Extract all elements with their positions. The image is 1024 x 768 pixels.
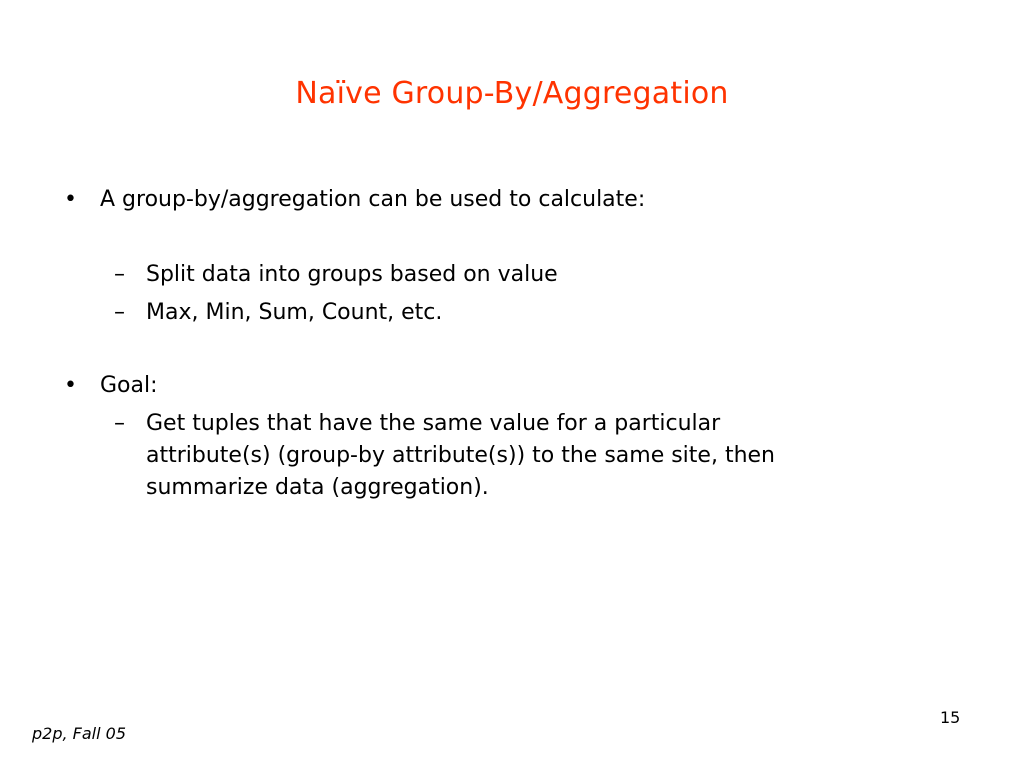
bullet-1-text: A group-by/aggregation can be used to calculate: (100, 187, 646, 212)
sub-bullet-2-1-line-2: attribute(s) (group-by attribute(s)) to the same site, then (146, 443, 775, 468)
sub-bullet-2-1-line-1: Get tuples that have the same value for a particular (146, 411, 721, 436)
bullet-marker-2: • (64, 373, 77, 398)
sub-bullet-2-1-line-3: summarize data (aggregation). (146, 475, 489, 500)
footer-course-label: p2p, Fall 05 (32, 724, 127, 743)
bullet-marker-1: • (64, 187, 77, 212)
sub-bullet-marker-1-1: – (114, 262, 125, 287)
sub-bullet-1-2-text: Max, Min, Sum, Count, etc. (146, 300, 443, 325)
sub-bullet-1-1-text: Split data into groups based on value (146, 262, 558, 287)
sub-bullet-marker-2-1: – (114, 411, 125, 436)
page-number: 15 (940, 708, 961, 727)
sub-bullet-marker-1-2: – (114, 300, 125, 325)
bullet-2-text: Goal: (100, 373, 158, 398)
slide-title: Naïve Group-By/Aggregation (295, 76, 729, 111)
